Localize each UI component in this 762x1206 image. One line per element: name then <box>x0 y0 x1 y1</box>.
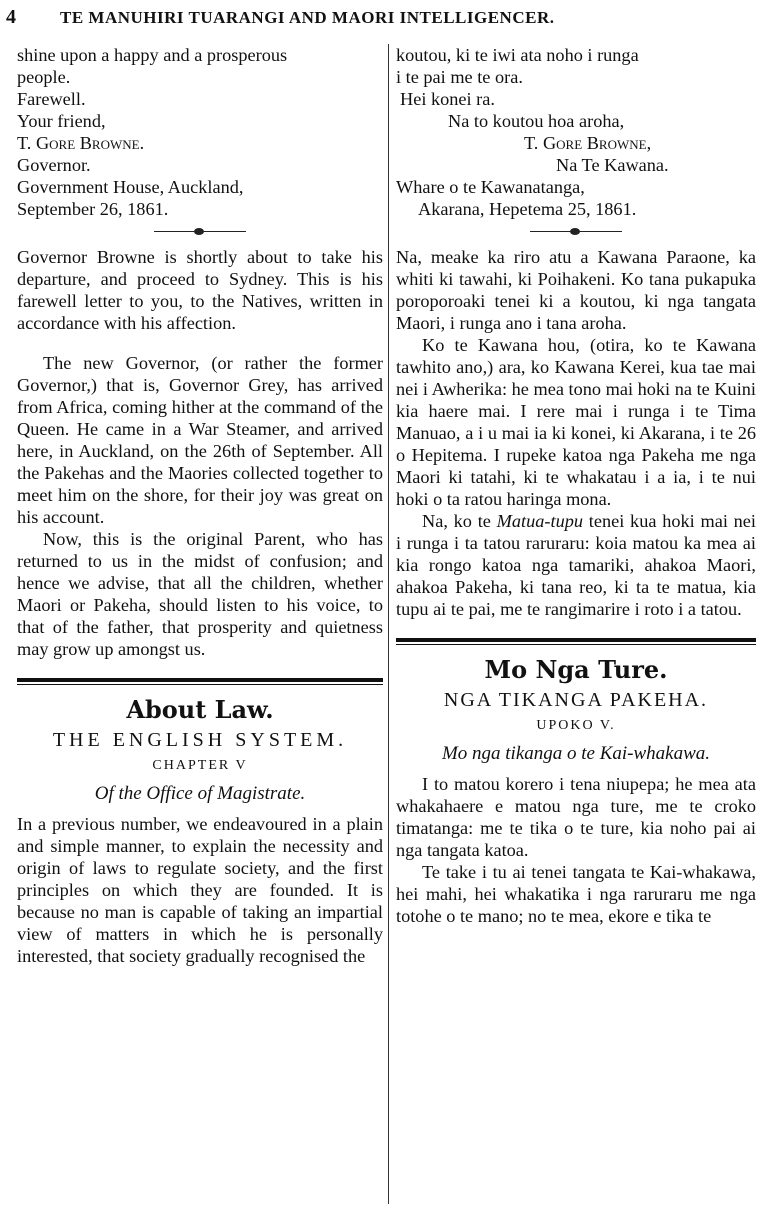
paragraph: Governor Browne is shortly about to take his departure, and proceed to Sydney. This is his farewell letter to you, to the Natives, written in accordance with his affection. <box>17 247 383 333</box>
section-rule <box>17 678 383 682</box>
chapter-heading: CHAPTER V <box>152 758 248 773</box>
signature-title: Governor. <box>17 155 91 175</box>
closing-line: i te pai me te ora. <box>396 67 523 87</box>
signature-line: Your friend, <box>17 111 106 131</box>
office-title: Mo nga tikanga o te Kai-whakawa. <box>441 743 711 764</box>
paragraph: Te take i tu ai tenei tangata te Kai-whakawa, hei mahi, hei whakatika i nga raruraru me nga totohe o te mano; no te mea, ekore e tika te <box>396 862 756 926</box>
chapter-heading: UPOKO V. <box>536 718 616 733</box>
running-title: TE MANUHIRI TUARANGI AND MAORI INTELLIGENCER. <box>60 8 555 27</box>
signature-title: Na Te Kawana. <box>556 155 669 175</box>
paragraph: Na, ko te Matua-tupu tenei kua hoki mai nei i runga i ta tatou raruraru: koia matou ka mea ai kia rongo katoa nga tamariki, ahakoa Maori, ahakoa Pakeha, ki tana reo, ki ta te matua, kia tupu ai te pai, me te rangimarire i roto i a tatou. <box>396 511 756 619</box>
running-header <box>0 0 762 34</box>
paragraph: Na, meake ka riro atu a Kawana Paraone, ka whiti ki tawahi, ki Poihakeni. Ko tana pukapuka poroporoaki tenei ki a koutou, ki nga tangata Maori, i runga ano i tana aroha. <box>396 247 756 333</box>
address-date: Akarana, Hepetema 25, 1861. <box>418 199 637 219</box>
office-title: Of the Office of Magistrate. <box>94 783 306 804</box>
closing-line: koutou, ki te iwi ata noho i runga <box>396 45 639 65</box>
address-line: Government House, Auckland, <box>17 177 244 197</box>
section-title: About Law. <box>126 695 274 724</box>
address-line: Whare o te Kawanatanga, <box>396 177 585 197</box>
farewell: Hei konei ra. <box>400 89 495 109</box>
paragraph: I to matou korero i tena niupepa; he mea ata whakahaere e matou nga ture, me te croko timatanga: me te tika o te ture, kia noho pai ai nga tangata katoa. <box>396 774 756 860</box>
system-title: THE ENGLISH SYSTEM. <box>52 729 348 751</box>
paragraph: Ko te Kawana hou, (otira, ko te Kawana tawhito ano,) ara, ko Kawana Kerei, kua tae mai nei i Awherika: he mea tono mai hoki na te Kuini kia haere mai. I rere mai i runga i te Tima Manuao, a i u mai ia ki konei, ki Akarana, i te 26 o Hepitema. I rupeke katoa nga Pakeha me nga Maori ki tatahi, ki te whakatau i a ia, i te nui hoki o ta ratou haringa mona. <box>396 335 756 509</box>
ornament-divider <box>530 228 622 236</box>
closing-line: shine upon a happy and a prosperous <box>17 45 288 65</box>
ornament-divider <box>154 228 246 236</box>
section-rule-thin <box>396 644 756 645</box>
section-title: Mo Nga Ture. <box>484 655 668 684</box>
closing-line: people. <box>17 67 71 87</box>
section-rule-thin <box>17 684 383 685</box>
signature-name: T. Gore Browne. <box>17 133 145 153</box>
signature-name: T. Gore Browne, <box>524 133 652 153</box>
paragraph: Now, this is the original Parent, who has returned to us in the midst of confusion; and hence we advise, that all the children, whether Maori or Pakeha, should listen to his voice, to that of the father, that prosperity and quietness may grow up amongst us. <box>17 529 383 659</box>
maori-column <box>396 44 756 1204</box>
farewell: Farewell. <box>17 89 86 109</box>
address-date: September 26, 1861. <box>17 199 169 219</box>
page-number: 4 <box>6 6 16 28</box>
signature-line: Na to koutou hoa aroha, <box>448 111 625 131</box>
paragraph: In a previous number, we endeavoured in a plain and simple manner, to explain the necessity and origin of laws to regulate society, and the first principles on which they are founded. It is because no man is capable of taking an impartial view of matters in which he is personally interested, that society gradually recognised the <box>17 814 383 966</box>
section-rule <box>396 638 756 642</box>
paragraph: The new Governor, (or rather the former Governor,) that is, Governor Grey, has arrived from Africa, coming hither at the command of the Queen. He came in a War Steamer, and arrived here, in Auckland, on the 26th of September. All the Pakehas and the Maories collected together to meet him on the shore, for their joy was great on his account. <box>17 353 383 527</box>
system-title: NGA TIKANGA PAKEHA. <box>443 689 709 711</box>
column-divider <box>388 44 390 1204</box>
english-column <box>17 44 383 1204</box>
